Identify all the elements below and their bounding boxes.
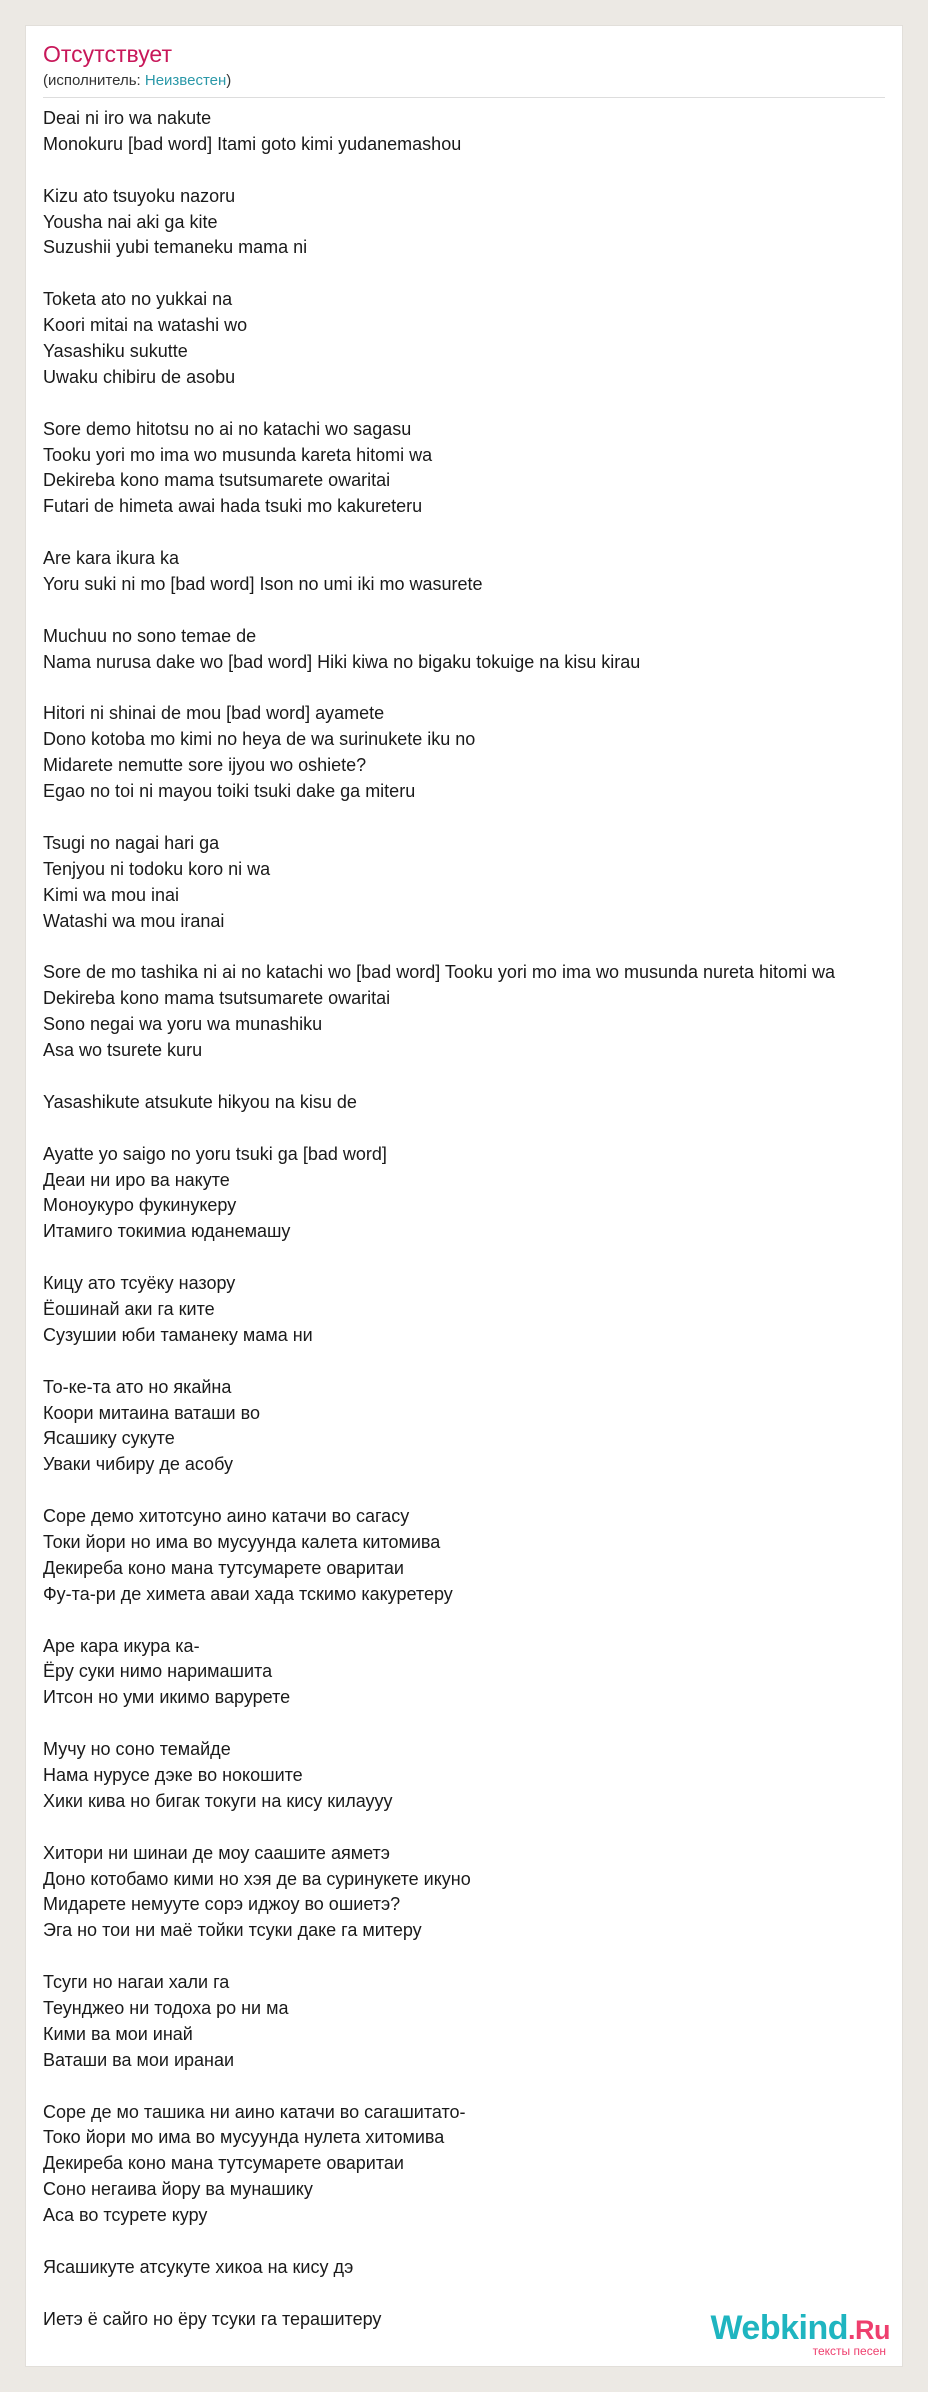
lyric-line: Иетэ ё сайго но ёру тсуки га терашитеру [43,2308,382,2329]
stanza-break [43,2281,835,2307]
logo-wordmark [710,2309,890,2348]
lyric-line: Kizu ato tsuyoku nazoru [43,185,236,206]
stanza-break [43,1608,835,1634]
artist-link[interactable]: Неизвестен [144,72,227,89]
lyric-line: Мучу но соно темайде [43,1739,231,1760]
stanza-break [43,598,835,624]
lyric-line: Egao no toi ni mayou toiki tsuki dake ga miteru [43,781,416,802]
stanza-break [43,1116,835,1142]
lyric-line: Кими ва мои инай [43,2023,193,2044]
lyric-line: Futari de himeta awai hada tsuki mo kakureteru [43,496,423,517]
lyric-line: Dekireba kono mama tsutsumarete owaritai [43,988,391,1009]
logo-main-text: Webkind [710,2309,848,2347]
lyric-line: Ёру суки нимо наримашита [43,1661,273,1682]
lyric-line: Соно негаива йору ва мунашику [43,2179,313,2200]
stanza-break [43,1815,835,1841]
lyric-line: Muchuu no sono temae de [43,625,257,646]
title-divider [43,97,885,98]
lyric-line: Декиреба коно мана тутсумарете оваритаи [43,1557,404,1578]
song-title: Отсутствует [43,41,172,67]
lyric-line: Соре демо хитотсуно аино катачи во сагасу [43,1506,410,1527]
lyric-line: Сузушии юби таманеку мама ни [43,1324,313,1345]
logo-tld-text: .Ru [848,2315,890,2345]
lyric-line: Toketa ato no yukkai na [43,289,233,310]
stanza-break [43,676,835,702]
stanza-break [43,1478,835,1504]
stanza-break [43,391,835,417]
lyric-line: Фу-та-ри де химета аваи хада тскимо какуретеру [43,1583,453,1604]
site-logo[interactable] [710,2309,890,2358]
lyric-line: Кицу ато тсуёку назору [43,1273,236,1294]
lyric-line: Теунджео ни тодоха ро ни ма [43,1998,289,2019]
lyric-line: Sono negai wa yoru wa munashiku [43,1014,323,1035]
stanza-break [43,158,835,184]
lyric-line: Yousha nai aki ga kite [43,211,218,232]
lyric-line: Tooku yori mo ima wo musunda kareta hitomi wa [43,444,433,465]
lyric-line: Koori mitai na watashi wo [43,315,248,336]
lyric-line: Соре де мо ташика ни аино катачи во сагашитато- [43,2101,466,2122]
lyric-line: Kimi wa mou inai [43,884,180,905]
stanza-break [43,2229,835,2255]
lyric-line: Декиреба коно мана тутсумарете оваритаи [43,2153,404,2174]
stanza-break [43,1064,835,1090]
lyric-line: Midarete nemutte sore ijyou wo oshiete? [43,755,367,776]
lyric-line: Ясашикуте атсукуте хикоа на кису дэ [43,2256,354,2277]
lyric-line: Tsugi no nagai hari ga [43,832,220,853]
lyric-line: Sore demo hitotsu no ai no katachi wo sagasu [43,418,412,439]
lyric-line: Dono kotoba mo kimi no heya de wa surinukete iku no [43,729,476,750]
lyric-line: Ayatte yo saigo no yoru tsuki ga [bad word] [43,1143,387,1164]
stanza-break [43,2074,835,2100]
lyric-line: Sore de mo tashika ni ai no katachi wo [bad word] Tooku yori mo ima wo musunda nureta hitomi wa [43,962,836,983]
lyric-line: Tenjyou ni todoku koro ni wa [43,858,271,879]
lyric-line: Nama nurusa dake wo [bad word] Hiki kiwa no bigaku tokuige na kisu kirau [43,651,641,672]
stanza-break [43,261,835,287]
lyric-line: Хики кива но бигак токуги на кису килаууу [43,1790,393,1811]
lyric-line: Итамиго токимиа юданемашу [43,1221,291,1242]
stanza-break [43,1711,835,1737]
lyric-line: Токо йори мо има во мусуунда нулета хитомива [43,2127,445,2148]
lyric-line: Ёошинай аки га ките [43,1298,215,1319]
lyric-line: Мидарете немууте сорэ иджоу во ошиетэ? [43,1894,401,1915]
lyric-line: Нама нурусе дэке во нокошите [43,1765,303,1785]
lyric-line: Хитори ни шинаи де моу саашите аяметэ [43,1842,390,1863]
lyric-line: Deai ni iro wa nakute [43,108,212,128]
lyric-line: Monokuru [bad word] Itami goto kimi yudanemashou [43,133,462,154]
lyric-line: Ясашику сукуте [43,1428,175,1449]
lyrics-text [43,106,835,2333]
lyric-line: Dekireba kono mama tsutsumarete owaritai [43,470,391,491]
lyric-line: Are kara ikura ka [43,548,180,569]
artist-prefix: (исполнитель: [43,72,145,89]
lyric-line: То-ке-та ато но якайна [43,1376,232,1397]
lyric-line: Деаи ни иро ва накуте [43,1169,230,1190]
lyric-line: Доно котобамо кими но хэя де ва суринукете икуно [43,1868,471,1889]
lyric-line: Suzushii yubi temaneku mama ni [43,237,308,258]
lyric-line: Yasashikute atsukute hikyou na kisu de [43,1091,357,1112]
stanza-break [43,1944,835,1970]
lyric-line: Hitori ni shinai de mou [bad word] ayamete [43,703,385,724]
artist-suffix: ) [226,72,232,89]
lyric-line: Моноукуро фукинукеру [43,1195,237,1216]
lyric-line: Yoru suki ni mo [bad word] Ison no umi iki mo wasurete [43,574,483,595]
lyric-line: Уваки чибиру де асобу [43,1454,233,1475]
lyrics-card [25,25,903,2367]
lyric-line: Uwaku chibiru de asobu [43,366,236,387]
artist-line [43,72,231,89]
lyric-line: Аре кара икура ка- [43,1635,200,1656]
logo-tagline: тексты песен [812,2344,886,2358]
stanza-break [43,805,835,831]
lyric-line: Тсуги но нагаи хали га [43,1972,230,1993]
lyric-line: Токи йори но има во мусуунда калета китомива [43,1531,441,1552]
lyric-line: Asa wo tsurete kuru [43,1040,203,1061]
stanza-break [43,935,835,961]
stanza-break [43,1349,835,1375]
stanza-break [43,1245,835,1271]
lyric-line: Ваташи ва мои иранаи [43,2049,235,2070]
lyric-line: Итсон но уми икимо варурете [43,1687,291,1708]
lyric-line: Эга но тои ни маё тойки тсуки даке га митеру [43,1920,422,1941]
lyric-line: Коори митаина ваташи во [43,1402,260,1423]
lyric-line: Watashi wa mou iranai [43,910,225,931]
lyric-line: Yasashiku sukutte [43,341,188,362]
lyric-line: Аса во тсурете куру [43,2205,208,2226]
stanza-break [43,520,835,546]
